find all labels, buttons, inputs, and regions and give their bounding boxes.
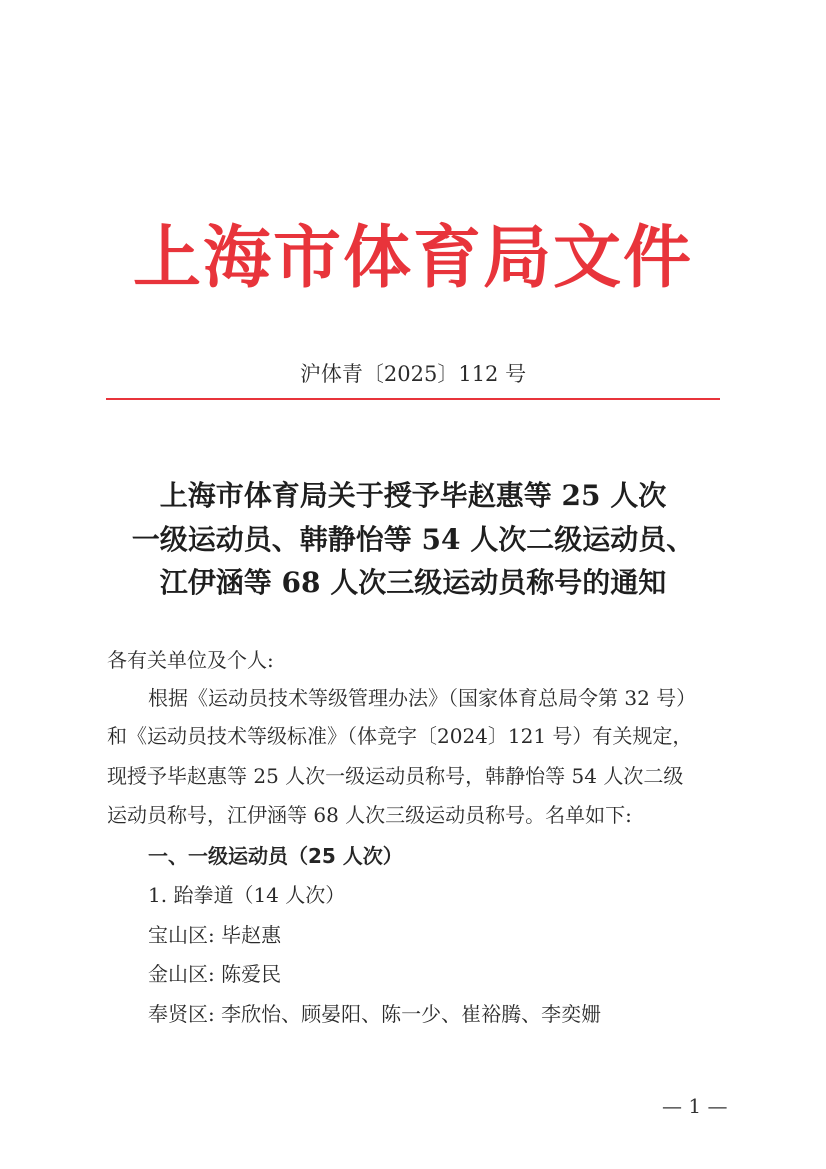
notice-title-line-1: 上海市体育局关于授予毕赵惠等 25 人次 (159, 479, 667, 512)
district-list-item: 金山区: 陈爱民 (148, 962, 282, 986)
document-masthead: 上海市体育局文件 (132, 218, 693, 298)
subsection-heading: 1. 跆拳道（14 人次） (148, 883, 346, 907)
document-number: 沪体青〔2025〕112 号 (299, 362, 527, 386)
salutation: 各有关单位及个人: (107, 648, 274, 672)
district-list-item: 宝山区: 毕赵惠 (148, 923, 282, 947)
notice-title-line-3: 江伊涵等 68 人次三级运动员称号的通知 (159, 566, 667, 599)
page-number: — 1 — (662, 1094, 728, 1118)
red-divider-line (106, 398, 720, 400)
paragraph-line: 现授予毕赵惠等 25 人次一级运动员称号，韩静怡等 54 人次二级 (107, 764, 684, 788)
paragraph-line: 根据《运动员技术等级管理办法》（国家体育总局令第 32 号） (148, 686, 697, 710)
district-list-item: 奉贤区: 李欣怡、顾晏阳、陈一少、崔裕腾、李奕姗 (148, 1002, 602, 1026)
notice-title-line-2: 一级运动员、韩静怡等 54 人次二级运动员、 (131, 523, 695, 556)
paragraph-line: 运动员称号，江伊涵等 68 人次三级运动员称号。名单如下: (107, 803, 632, 827)
section-heading: 一、一级运动员（25 人次） (148, 844, 403, 868)
paragraph-line: 和《运动员技术等级标准》（体竞字〔2024〕121 号）有关规定， (107, 724, 693, 748)
